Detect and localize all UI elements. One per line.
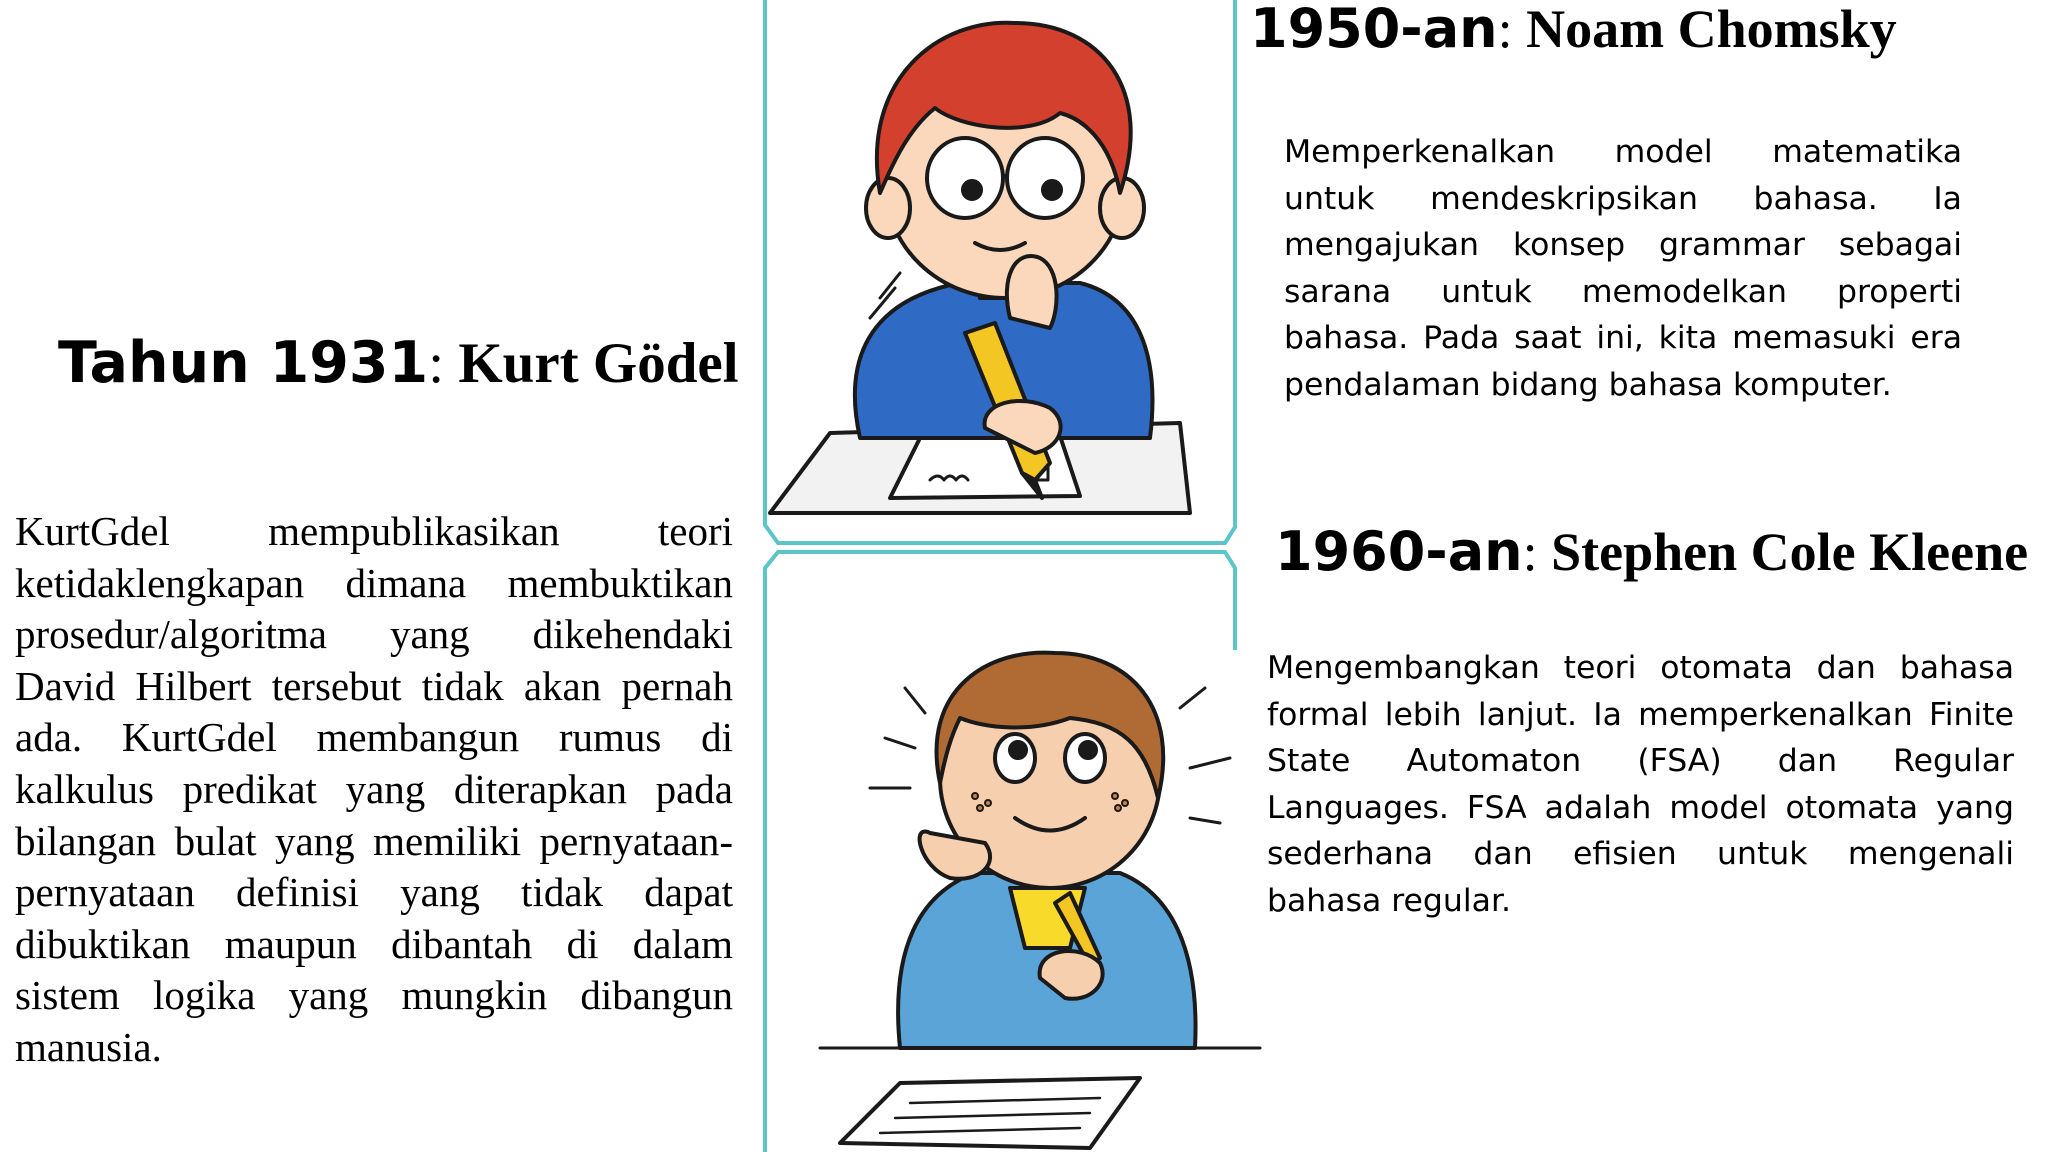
chomsky-heading-separator: : [1497, 0, 1527, 59]
godel-heading-separator: : [428, 332, 459, 395]
kleene-heading [1275, 520, 2029, 583]
kleene-description: Mengembangkan teori otomata dan bahasa formal lebih lanjut. Ia memperkenalkan Finite State Automaton (FSA) dan Regular Languages. FSA adalah model otomata yang sederhana dan efisien untuk mengenali bahasa regular. [1267, 650, 2014, 919]
kleene-heading-year: 1960-an [1275, 520, 1523, 583]
godel-heading [58, 330, 739, 396]
thinking-boy-writing-illustration [760, 18, 1240, 518]
chomsky-description: Memperkenalkan model matematika untuk mendeskripsikan bahasa. Ia mengajukan konsep grammar sebagai sarana untuk memodelkan properti bahasa. Pada saat ini, kita memasuki era pendalaman bidang bahasa komputer. [1284, 134, 1962, 403]
kleene-heading-separator: : [1522, 522, 1552, 582]
chomsky-heading [1250, 0, 1897, 60]
godel-heading-year: Tahun 1931 [58, 330, 429, 396]
daydreaming-boy-writing-illustration [800, 648, 1270, 1152]
chomsky-heading-name: Noam Chomsky [1526, 0, 1897, 59]
godel-heading-name: Kurt Gödel [458, 332, 739, 395]
kleene-heading-name: Stephen Cole Kleene [1551, 522, 2029, 582]
chomsky-heading-year: 1950-an [1250, 0, 1498, 60]
godel-description: KurtGdel mempublikasikan teori ketidaklengkapan dimana membuktikan prosedur/algoritma yang dikehendaki David Hilbert tersebut tidak akan pernah ada. KurtGdel membangun rumus di kalkulus predikat yang diterapkan pada bilangan bulat yang memiliki pernyataan-pernyataan definisi yang tidak dapat dibuktikan maupun dibantah di dalam sistem logika yang mungkin dibangun manusia. [15, 508, 733, 1070]
